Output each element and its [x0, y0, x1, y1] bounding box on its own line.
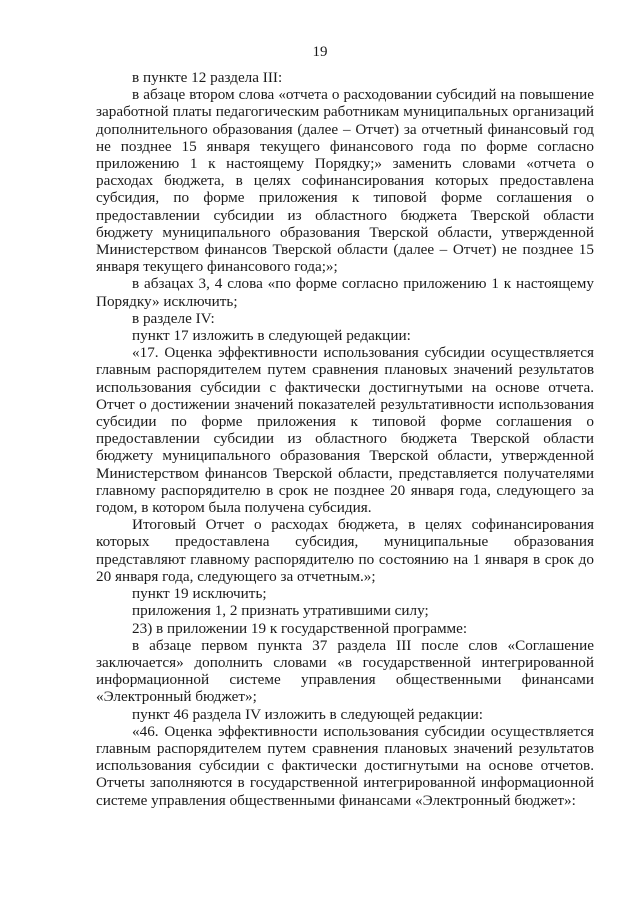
paragraph: пункт 17 изложить в следующей редакции:	[132, 327, 411, 345]
paragraph: в абзаце втором слова «отчета о расходовании субсидий на повышение заработной платы педагогическим работникам муниципальных организаций дополнительного образования (далее – Отчет) за отчетный финансовый год не позднее 15 января текущего финансового года по форме согласно приложению 1 к настоящему Порядку;» заменить словами «отчета о расходах бюджета, в целях софинансирования которых предоставлена субсидия, по форме приложения к типовой форме соглашения о предоставлении субсидии из областного бюджета Тверской области бюджету муниципального образования Тверской области, утвержденной Министерством финансов Тверской области (далее – Отчет) не позднее 15 января текущего финансового года;»;	[96, 86, 594, 276]
paragraph: в разделе IV:	[132, 309, 215, 327]
paragraph: Итоговый Отчет о расходах бюджета, в целях софинансирования которых предоставлена субсидия, муниципальные образования представляют главному распорядителю по состоянию на 1 января в срок до 20 января года, следующего за отчетным.»;	[96, 516, 594, 585]
paragraph: приложения 1, 2 признать утратившими силу;	[132, 602, 429, 620]
paragraph: «46. Оценка эффективности использования субсидии осуществляется главным распорядителем путем сравнения плановых значений результатов использования субсидии с фактически достигнутыми на основе отчетов. Отчеты заполняются в государственной интегрированной информационной системе управления общественными финансами «Электронный бюджет»:	[96, 722, 594, 809]
paragraph: «17. Оценка эффективности использования субсидии осуществляется главным распорядителем путем сравнения плановых значений результатов использования субсидии с фактически достигнутыми на основе отчета. Отчет о достижении значений показателей результативности использования субсидии по форме приложения к типовой форме соглашения о предоставлении субсидии из областного бюджета Тверской области бюджету муниципального образования Тверской области, утвержденной Министерством финансов Тверской области, представляется получателями главному распорядителю в срок не позднее 20 января года, следующего за годом, в котором была получена субсидия.	[96, 344, 594, 517]
page-number: 19	[312, 44, 328, 60]
paragraph: 23) в приложении 19 к государственной программе:	[132, 619, 468, 637]
paragraph: пункт 19 исключить;	[132, 585, 267, 603]
paragraph: в абзацах 3, 4 слова «по форме согласно приложению 1 к настоящему Порядку» исключить;	[96, 275, 594, 310]
document-body	[96, 69, 594, 809]
paragraph: в абзаце первом пункта 37 раздела III после слов «Соглашение заключается» дополнить словами «в государственной интегрированной информационной системе управления общественными финансами «Электронный бюджет»;	[96, 636, 594, 706]
paragraph: пункт 46 раздела IV изложить в следующей редакции:	[132, 705, 483, 723]
paragraph: в пункте 12 раздела III:	[132, 69, 283, 86]
